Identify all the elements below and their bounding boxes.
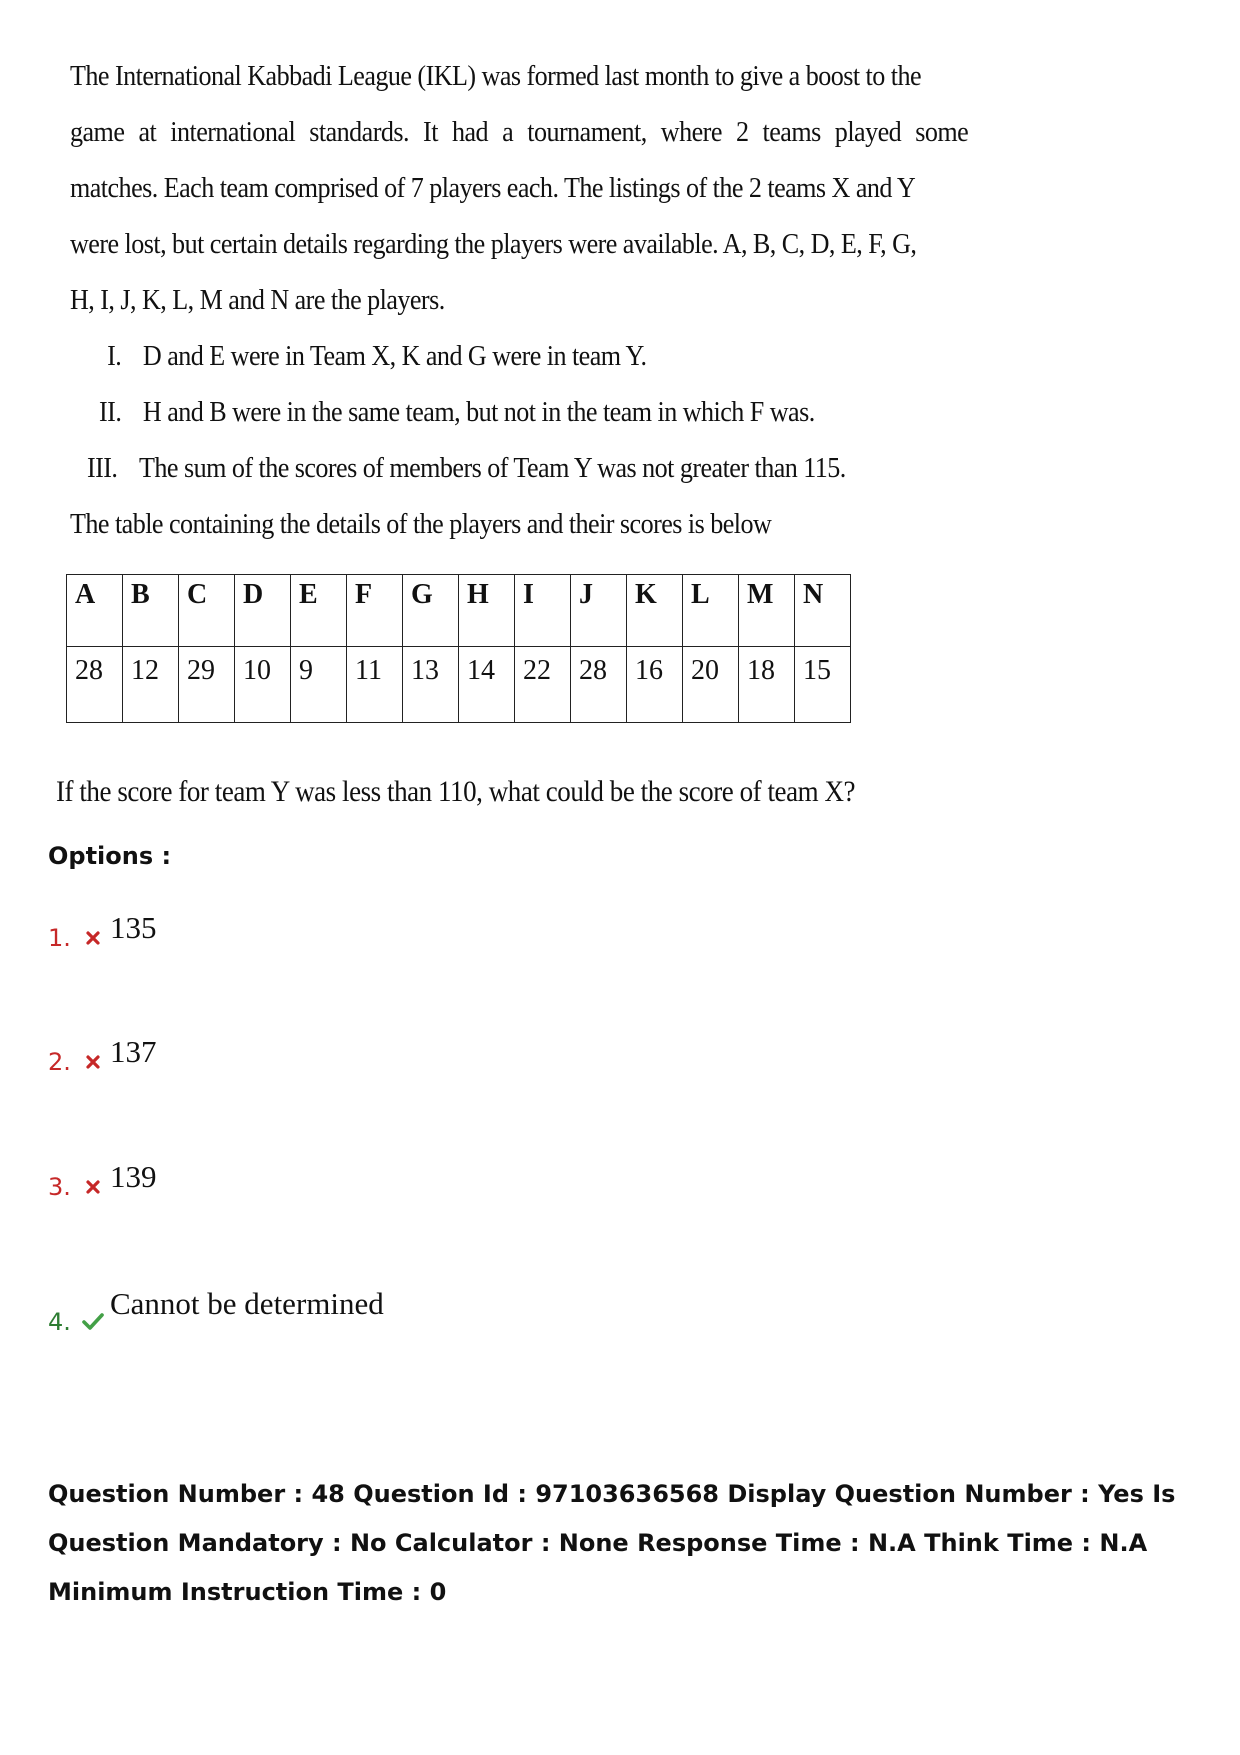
player-cell: N [795,575,851,647]
cross-icon [78,1054,108,1070]
clue-3 [70,440,846,496]
check-icon [78,1312,108,1330]
clue-text: The sum of the scores of members of Team Y was not greater than 115. [139,452,846,484]
score-cell: 13 [403,647,459,723]
score-cell: 20 [683,647,739,723]
score-cell: 10 [235,647,291,723]
clue-number: II. [99,396,122,428]
score-cell: 14 [459,647,515,723]
passage-line: game at international standards. It had a tournament, where 2 teams played some [70,116,969,148]
player-cell: J [571,575,627,647]
cross-icon [78,930,108,946]
player-cell: A [67,575,123,647]
player-cell: C [179,575,235,647]
clue-text: H and B were in the same team, but not in the team in which F was. [142,396,815,428]
option-4[interactable] [48,1286,384,1336]
score-row [67,647,851,723]
passage-line: H, I, J, K, L, M and N are the players. [70,284,445,316]
passage-line: were lost, but certain details regarding the players were available. A, B, C, D, E, F, G, [70,228,917,260]
score-cell: 22 [515,647,571,723]
option-number: 1. [48,924,71,952]
table-intro: The table containing the details of the players and their scores is below [70,508,772,540]
score-cell: 11 [347,647,403,723]
passage-line: The International Kabbadi League (IKL) was formed last month to give a boost to the [70,60,922,92]
option-number: 2. [48,1048,71,1076]
clue-1 [70,328,846,384]
score-cell: 12 [123,647,179,723]
passage-line: matches. Each team comprised of 7 players each. The listings of the 2 teams X and Y [70,172,916,204]
clue-text: D and E were in Team X, K and G were in team Y. [142,340,647,372]
option-1[interactable] [48,910,157,952]
question-metadata: Question Number : 48 Question Id : 97103636568 Display Question Number : Yes Is Question Mandatory : No Calculator : None Response Time : N.A Think Time : N.A Minimum Instruction Time : 0 [48,1480,1176,1606]
score-cell: 18 [739,647,795,723]
option-text: 137 [110,1034,157,1069]
clue-number: III. [86,452,118,484]
option-text: 135 [110,910,157,945]
score-cell: 9 [291,647,347,723]
player-cell: G [403,575,459,647]
player-cell: I [515,575,571,647]
option-number: 4. [48,1308,71,1336]
player-cell: D [235,575,291,647]
score-table [66,574,851,723]
clue-number: I. [107,340,122,372]
player-cell: B [123,575,179,647]
option-number: 3. [48,1173,71,1201]
option-text: Cannot be determined [110,1286,384,1321]
score-cell: 15 [795,647,851,723]
player-cell: F [347,575,403,647]
option-2[interactable] [48,1034,157,1076]
option-text: 139 [110,1159,157,1194]
player-cell: M [739,575,795,647]
player-cell: L [683,575,739,647]
score-cell: 28 [67,647,123,723]
player-cell: H [459,575,515,647]
player-cell: K [627,575,683,647]
player-cell: E [291,575,347,647]
passage [70,48,969,552]
option-3[interactable] [48,1159,157,1201]
score-cell: 28 [571,647,627,723]
question-text: If the score for team Y was less than 110, what could be the score of team X? [56,775,856,808]
options-label: Options : [48,842,172,870]
cross-icon [78,1179,108,1195]
score-cell: 29 [179,647,235,723]
clue-2 [70,384,846,440]
score-cell: 16 [627,647,683,723]
player-row [67,575,851,647]
